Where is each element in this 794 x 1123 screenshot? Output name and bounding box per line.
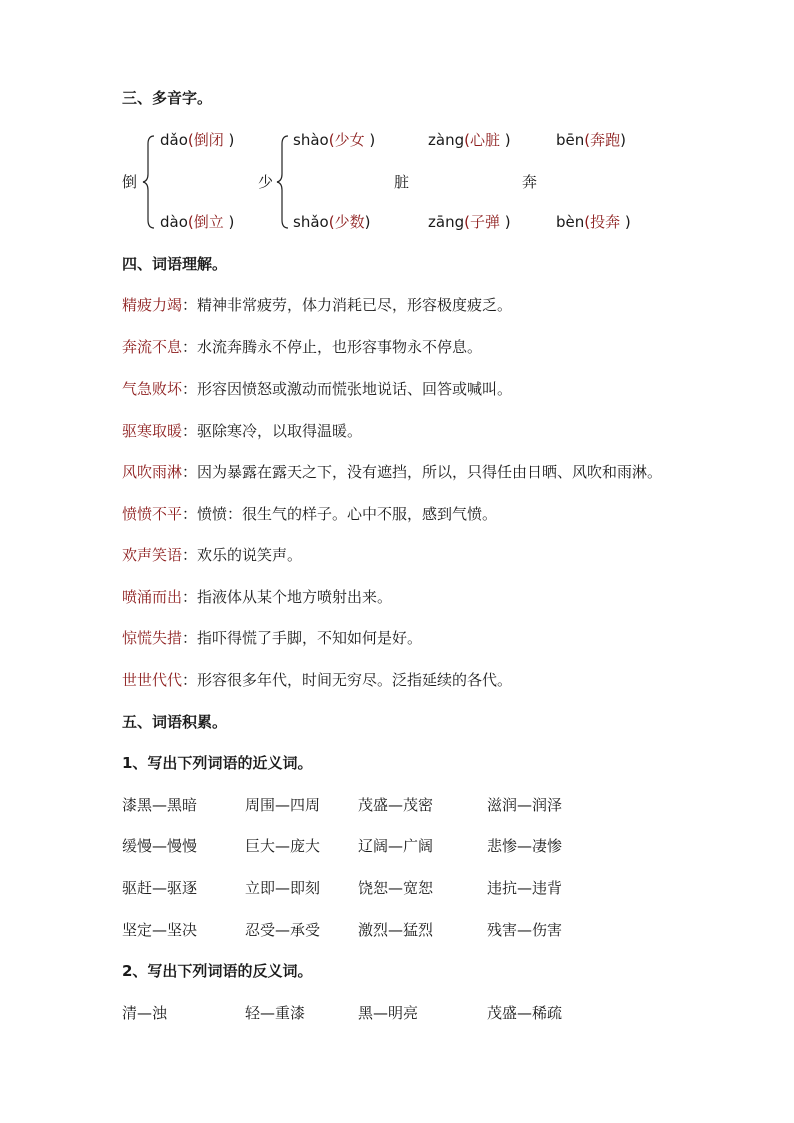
synonym-pair: 残害—伤害 <box>487 921 563 939</box>
synonym-pair: 周围—四周 <box>245 796 321 814</box>
synonym-pair: 忍受—承受 <box>245 921 321 939</box>
left-brace-dao <box>142 134 156 230</box>
definition-item: 风吹雨淋：因为暴露在露天之下，没有遮挡，所以，只得任由日晒、风吹和雨淋。 <box>122 463 663 481</box>
polyphone-char-dao: 倒 <box>122 173 138 191</box>
antonym-pair: 茂盛—稀疏 <box>487 1004 563 1022</box>
antonym-pair: 轻—重漆 <box>245 1004 306 1022</box>
polyphone-top-ben: bēn(奔跑) <box>556 131 626 149</box>
definition-term: 驱寒取暖 <box>122 422 183 440</box>
definition-term: 惊慌失措 <box>122 629 183 647</box>
definition-text: 驱除寒冷，以取得温暖。 <box>197 422 363 440</box>
definition-item: 喷涌而出：指液体从某个地方喷射出来。 <box>122 588 393 606</box>
definition-text: 因为暴露在露天之下，没有遮挡，所以，只得任由日晒、风吹和雨淋。 <box>197 463 663 481</box>
definition-term: 奔流不息 <box>122 338 183 356</box>
definition-term: 精疲力竭 <box>122 296 183 314</box>
polyphone-top-shao: shào(少女 ) <box>293 131 376 149</box>
definition-text: 形容因愤怒或激动而慌张地说话、回答或喊叫。 <box>197 380 513 398</box>
definition-text: 指吓得慌了手脚，不知如何是好。 <box>197 629 423 647</box>
synonym-pair: 违抗—违背 <box>487 879 563 897</box>
synonym-pair: 激烈—猛烈 <box>358 921 434 939</box>
synonyms-heading: 1、写出下列词语的近义词。 <box>122 754 313 772</box>
section5-heading: 五、词语积累。 <box>122 713 228 731</box>
definition-text: 精神非常疲劳，体力消耗已尽，形容极度疲乏。 <box>197 296 513 314</box>
section4-heading: 四、词语理解。 <box>122 255 228 273</box>
polyphone-top-zang: zàng(心脏 ) <box>428 131 511 149</box>
polyphone-bottom-shao: shǎo(少数) <box>293 213 371 231</box>
definition-item: 驱寒取暖：驱除寒冷，以取得温暖。 <box>122 422 363 440</box>
synonym-pair: 驱赶—驱逐 <box>122 879 198 897</box>
polyphone-char-ben: 奔 <box>522 173 538 191</box>
definition-text: 指液体从某个地方喷射出来。 <box>197 588 393 606</box>
definition-item: 气急败坏：形容因愤怒或激动而慌张地说话、回答或喊叫。 <box>122 380 513 398</box>
synonym-pair: 漆黑—黑暗 <box>122 796 198 814</box>
synonym-pair: 滋润—润泽 <box>487 796 563 814</box>
definition-text: 欢乐的说笑声。 <box>197 546 303 564</box>
synonym-pair: 坚定—坚决 <box>122 921 198 939</box>
synonym-pair: 悲惨—凄惨 <box>487 837 563 855</box>
definition-item: 欢声笑语：欢乐的说笑声。 <box>122 546 303 564</box>
synonym-pair: 立即—即刻 <box>245 879 321 897</box>
polyphone-char-zang: 脏 <box>394 173 410 191</box>
definition-item: 奔流不息：水流奔腾永不停止，也形容事物永不停息。 <box>122 338 483 356</box>
antonym-pair: 黑—明亮 <box>358 1004 419 1022</box>
antonym-pair: 清—浊 <box>122 1004 168 1022</box>
definition-term: 喷涌而出 <box>122 588 183 606</box>
definition-term: 欢声笑语 <box>122 546 183 564</box>
antonyms-heading: 2、写出下列词语的反义词。 <box>122 962 313 980</box>
polyphone-char-shao: 少 <box>258 173 274 191</box>
polyphone-bottom-ben: bèn(投奔 ) <box>556 213 631 231</box>
definition-item: 世世代代：形容很多年代，时间无穷尽。泛指延续的各代。 <box>122 671 513 689</box>
definition-term: 愤愤不平 <box>122 505 183 523</box>
synonym-pair: 辽阔—广阔 <box>358 837 434 855</box>
definition-item: 精疲力竭：精神非常疲劳，体力消耗已尽，形容极度疲乏。 <box>122 296 513 314</box>
polyphone-top-dao: dǎo(倒闭 ) <box>160 131 235 149</box>
definition-item: 愤愤不平：愤愤：很生气的样子。心中不服，感到气愤。 <box>122 505 498 523</box>
synonym-pair: 缓慢—慢慢 <box>122 837 198 855</box>
definition-item: 惊慌失措：指吓得慌了手脚，不知如何是好。 <box>122 629 423 647</box>
definition-term: 气急败坏 <box>122 380 183 398</box>
section3-heading: 三、多音字。 <box>122 89 213 107</box>
definition-term: 世世代代 <box>122 671 183 689</box>
polyphone-bottom-zang: zāng(子弹 ) <box>428 213 511 231</box>
definition-text: 水流奔腾永不停止，也形容事物永不停息。 <box>197 338 483 356</box>
synonym-pair: 茂盛—茂密 <box>358 796 434 814</box>
polyphone-bottom-dao: dào(倒立 ) <box>160 213 235 231</box>
definition-text: 愤愤：很生气的样子。心中不服，感到气愤。 <box>197 505 498 523</box>
left-brace-shao <box>276 134 290 230</box>
synonym-pair: 饶恕—宽恕 <box>358 879 434 897</box>
definition-text: 形容很多年代，时间无穷尽。泛指延续的各代。 <box>197 671 513 689</box>
synonym-pair: 巨大—庞大 <box>245 837 321 855</box>
definition-term: 风吹雨淋 <box>122 463 183 481</box>
